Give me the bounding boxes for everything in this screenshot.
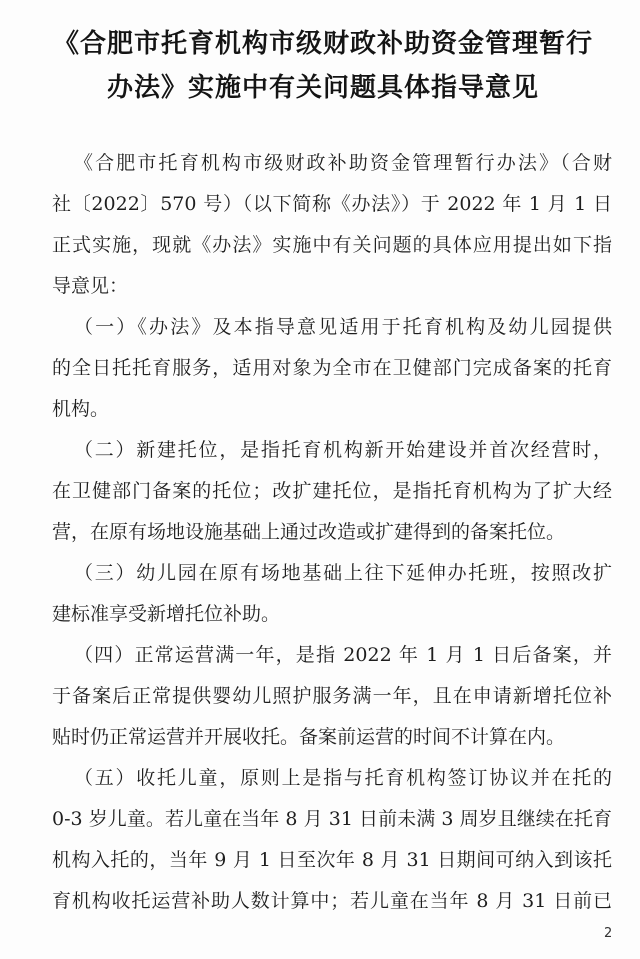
body-line: （五）收托儿童，原则上是指与托育机构签订协议并在托的 bbox=[74, 767, 612, 789]
body-line: （四）正常运营满一年，是指 2022 年 1 月 1 日后备案，并 bbox=[74, 644, 612, 666]
body-line: 《合肥市托育机构市级财政补助资金管理暂行办法》（合财 bbox=[74, 152, 612, 174]
document-title bbox=[28, 22, 618, 110]
body-line: 营，在原有场地设施基础上通过改造或扩建得到的备案托位。 bbox=[52, 521, 566, 543]
page-number: 2 bbox=[604, 926, 613, 941]
body-line: 机构。 bbox=[52, 398, 110, 420]
body-line: 导意见： bbox=[52, 275, 129, 297]
body-line: 于备案后正常提供婴幼儿照护服务满一年，且在申请新增托位补 bbox=[52, 685, 612, 707]
body-line: 育机构收托运营补助人数计算中；若儿童在当年 8 月 31 日前已 bbox=[52, 890, 612, 912]
body-line: 的全日托托育服务，适用对象为全市在卫健部门完成备案的托育 bbox=[52, 357, 612, 379]
body-line: 社〔2022〕570 号）（以下简称《办法》）于 2022 年 1 月 1 日 bbox=[52, 193, 612, 215]
body-line: 建标准享受新增托位补助。 bbox=[52, 603, 281, 625]
title-line-1: 《合肥市托育机构市级财政补助资金管理暂行 bbox=[52, 29, 593, 59]
body-line: （二）新建托位，是指托育机构新开始建设并首次经营时， bbox=[74, 439, 612, 461]
body-line: （一）《办法》及本指导意见适用于托育机构及幼儿园提供 bbox=[74, 316, 612, 338]
body-line: 机构入托的，当年 9 月 1 日至次年 8 月 31 日期间可纳入到该托 bbox=[52, 849, 612, 871]
body-line: （三）幼儿园在原有场地基础上往下延伸办托班，按照改扩 bbox=[74, 562, 612, 584]
body-line: 在卫健部门备案的托位；改扩建托位，是指托育机构为了扩大经 bbox=[52, 480, 612, 502]
body-line: 0-3 岁儿童。若儿童在当年 8 月 31 日前未满 3 周岁且继续在托育 bbox=[52, 808, 612, 830]
title-line-2: 办法》实施中有关问题具体指导意见 bbox=[106, 73, 539, 103]
body-line: 贴时仍正常运营并开展收托。备案前运营的时间不计算在内。 bbox=[52, 726, 566, 748]
body-line: 正式实施，现就《办法》实施中有关问题的具体应用提出如下指 bbox=[52, 234, 612, 256]
